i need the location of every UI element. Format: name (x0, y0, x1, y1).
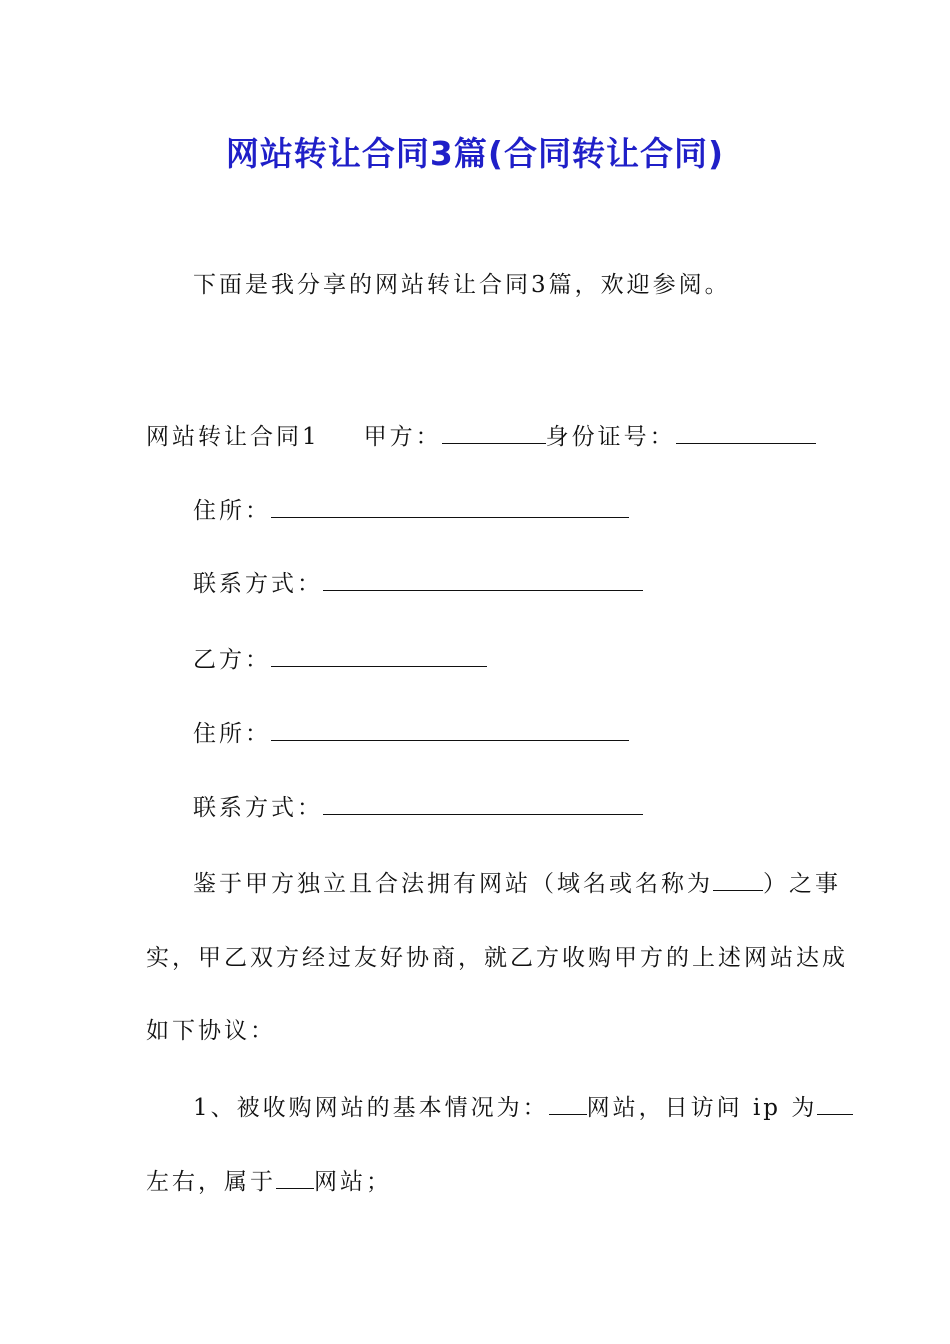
party-a-line (146, 422, 816, 452)
contact-a-line (193, 569, 643, 599)
address-b-line (193, 719, 629, 749)
contact-label-b: 联系方式： (193, 795, 323, 821)
preamble-text-1a: 鉴于甲方独立且合法拥有网站（域名或名称为 (193, 871, 713, 897)
clause-1-line-1 (193, 1093, 853, 1123)
clause-1-line-2 (146, 1167, 392, 1197)
clause-1-text-a: 1、被收购网站的基本情况为： (193, 1095, 549, 1121)
domain-name-blank (713, 870, 763, 891)
preamble-line-3: 如下协议： (146, 1018, 276, 1044)
address-label-b: 住所： (193, 721, 271, 747)
address-label-a: 住所： (193, 498, 271, 524)
address-b-blank (271, 720, 629, 741)
address-a-line (193, 496, 629, 526)
clause-1-text-d: 网站； (314, 1169, 392, 1195)
contact-b-blank (323, 794, 643, 815)
id-number-label: 身份证号： (545, 424, 676, 450)
address-a-blank (271, 497, 629, 518)
contact-a-blank (323, 570, 643, 591)
id-number-blank (676, 423, 816, 444)
contract-heading: 网站转让合同1 (146, 424, 320, 450)
party-b-label: 乙方： (193, 647, 271, 673)
party-b-line (193, 645, 487, 675)
website-type-blank (549, 1094, 587, 1115)
party-b-blank (271, 646, 487, 667)
daily-ip-blank (817, 1094, 853, 1115)
clause-1-text-b: 网站，日访问 ip 为 (586, 1095, 818, 1121)
contact-b-line (193, 793, 643, 823)
party-a-blank (442, 423, 546, 444)
preamble-line-2: 实，甲乙双方经过友好协商，就乙方收购甲方的上述网站达成 (146, 945, 848, 971)
party-a-label: 甲方： (363, 424, 442, 450)
intro-paragraph: 下面是我分享的网站转让合同3篇，欢迎参阅。 (193, 272, 731, 298)
document-title: 网站转让合同3篇(合同转让合同) (225, 134, 725, 173)
contact-label-a: 联系方式： (193, 571, 323, 597)
preamble-line-1 (193, 869, 841, 899)
preamble-text-1b: ）之事 (763, 871, 841, 897)
clause-1-text-c: 左右，属于 (146, 1169, 276, 1195)
category-blank (276, 1168, 314, 1189)
